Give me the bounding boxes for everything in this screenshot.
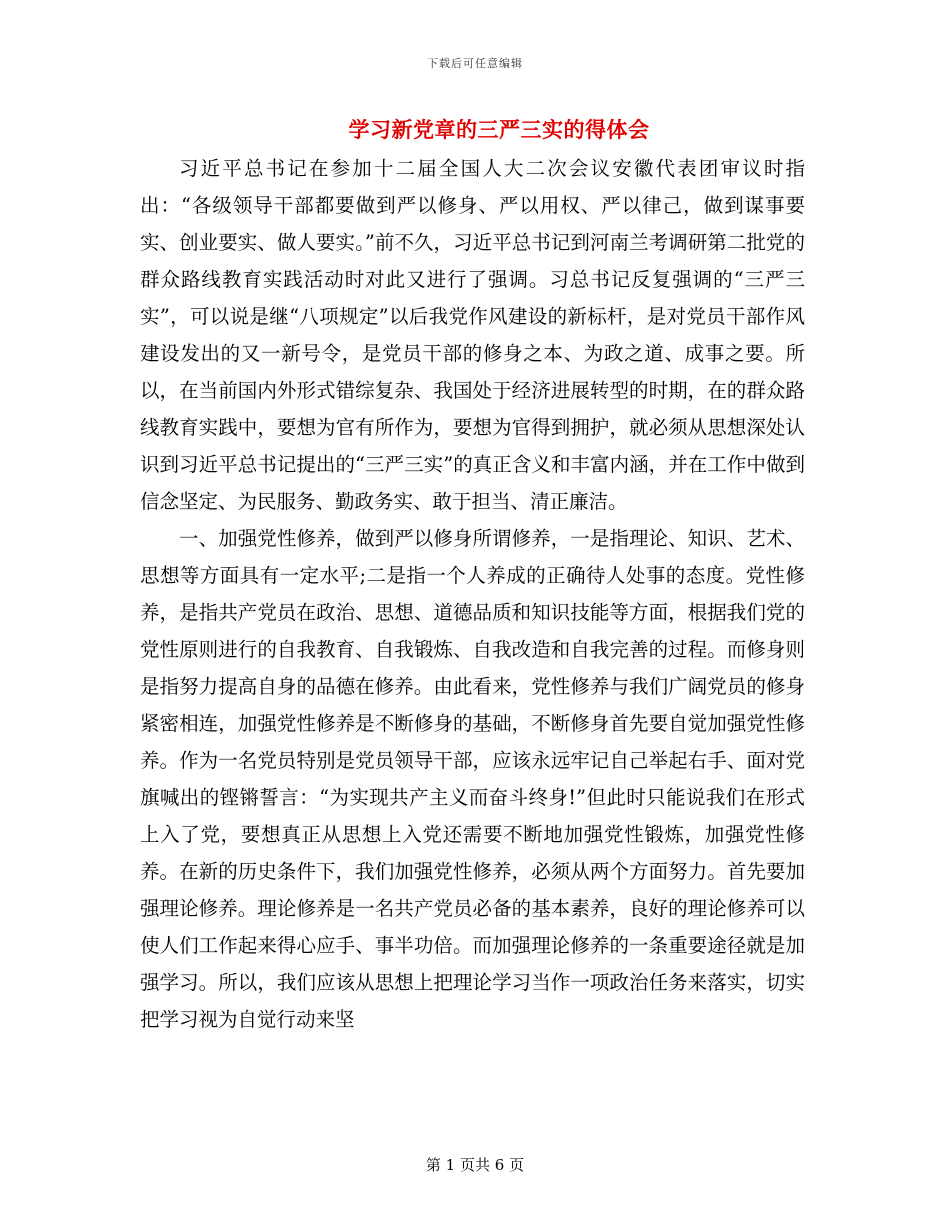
document-body [140, 150, 805, 1038]
body-paragraph-1: 习近平总书记在参加十二届全国人大二次会议安徽代表团审议时指出：“各级领导干部都要做到严以修身、严以用权、严以律己，做到谋事要实、创业要实、做人要实。”前不久，习近平总书记到河南兰考调研第二批党的群众路线教育实践活动时对此又进行了强调。习总书记反复强调的“三严三实”，可以说是继“八项规定”以后我党作风建设的新标杆，是对党员干部作风建设发出的又一新号令，是党员干部的修身之本、为政之道、成事之要。所以，在当前国内外形式错综复杂、我国处于经济进展转型的时期，在的群众路线教育实践中，要想为官有所作为，要想为官得到拥护，就必须从思想深处认识到习近平总书记提出的“三严三实”的真正含义和丰富内涵，并在工作中做到信念坚定、为民服务、勤政务实、敢于担当、清正廉洁。 [140, 157, 805, 513]
body-paragraph-2: 一、加强党性修养，做到严以修身所谓修养，一是指理论、知识、艺术、思想等方面具有一定水平;二是指一个人养成的正确待人处事的态度。党性修养，是指共产党员在政治、思想、道德品质和知识技能等方面，根据我们党的党性原则进行的自我教育、自我锻炼、自我改造和自我完善的过程。而修身则是指努力提高自身的品德在修养。由此看来，党性修养与我们广阔党员的修身紧密相连，加强党性修养是不断修身的基础，不断修身首先要自觉加强党性修养。作为一名党员特别是党员领导干部，应该永远牢记自己举起右手、面对党旗喊出的铿锵誓言：“为实现共产主义而奋斗终身!”但此时只能说我们在形式上入了党，要想真正从思想上入党还需要不断地加强党性锻炼，加强党性修养。在新的历史条件下，我们加强党性修养，必须从两个方面努力。首先要加强理论修养。理论修养是一名共产党员必备的基本素养，良好的理论修养可以使人们工作起来得心应手、事半功倍。而加强理论修养的一条重要途径就是加强学习。所以，我们应该从思想上把理论学习当作一项政治任务来落实，切实把学习视为自觉行动来坚 [140, 527, 805, 1031]
page-number-footer: 第 1 页共 6 页 [425, 1156, 525, 1174]
document-title: 学习新党章的三严三实的得体会 [348, 117, 650, 142]
header-note: 下载后可任意编辑 [427, 57, 523, 70]
